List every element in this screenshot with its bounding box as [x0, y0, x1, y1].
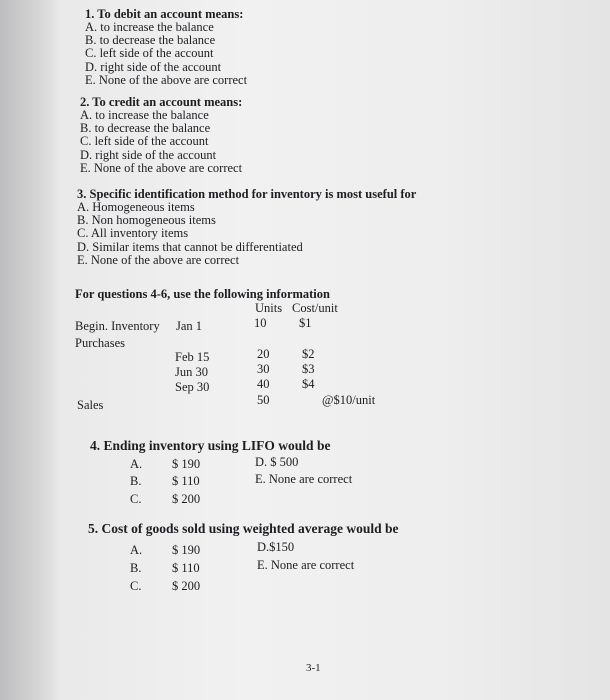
question-4-option-c-letter: C.	[130, 492, 142, 506]
sales-units: 50	[257, 393, 270, 407]
question-3-title: 3. Specific identification method for inventory is most useful for	[77, 187, 417, 201]
purchase-units: 30	[257, 362, 270, 376]
question-5-option-c-letter: C.	[130, 579, 142, 593]
purchase-cost: $3	[302, 362, 315, 376]
question-1-option-a: A. to increase the balance	[85, 20, 214, 34]
question-2-option-e: E. None of the above are correct	[80, 160, 243, 175]
question-2-option-b: B. to decrease the balance	[80, 121, 211, 136]
page-shadow	[0, 0, 60, 700]
sales-price: @$10/unit	[322, 393, 376, 407]
purchase-date: Sep 30	[175, 380, 210, 394]
question-2-title: 2. To credit an account means:	[80, 95, 243, 109]
purchase-date: Jun 30	[175, 365, 208, 379]
question-1-title: 1. To debit an account means:	[85, 7, 244, 21]
question-3-option-d: D. Similar items that cannot be differentiated	[77, 239, 303, 254]
begin-inventory-cost: $1	[299, 316, 312, 330]
purchase-cost: $2	[302, 347, 315, 361]
info-heading: For questions 4-6, use the following information	[75, 287, 330, 301]
purchase-units: 20	[257, 347, 270, 361]
question-5-option-d: D.$150	[257, 540, 295, 554]
purchase-date: Feb 15	[175, 350, 210, 364]
question-4-option-a-letter: A.	[130, 457, 143, 471]
question-2	[80, 95, 242, 175]
question-4-title: 4. Ending inventory using LIFO would be	[90, 438, 331, 453]
question-5-option-e: E. None are correct	[257, 558, 355, 572]
purchase-units: 40	[257, 377, 270, 391]
question-2-option-a: A. to increase the balance	[80, 108, 209, 122]
purchase-cost: $4	[302, 377, 315, 391]
question-5-option-a-letter: A.	[130, 543, 143, 557]
page-number: 3-1	[306, 662, 321, 674]
begin-inventory-date: Jan 1	[176, 319, 203, 333]
question-5-option-c-value: $ 200	[172, 579, 201, 593]
question-2-option-d: D. right side of the account	[80, 147, 217, 162]
question-5-option-a-value: $ 190	[172, 543, 201, 557]
question-5-option-b-letter: B.	[130, 561, 142, 575]
begin-inventory-units: 10	[254, 316, 267, 330]
question-3	[77, 187, 416, 267]
question-5-option-b-value: $ 110	[172, 561, 200, 575]
question-4-option-c-value: $ 200	[172, 492, 201, 506]
question-2-option-c: C. left side of the account	[80, 134, 209, 149]
begin-inventory-label: Begin. Inventory	[75, 319, 160, 333]
question-4-option-a-value: $ 190	[172, 457, 201, 471]
question-4-option-b-value: $ 110	[172, 474, 200, 488]
sales-label: Sales	[77, 398, 104, 412]
question-1-option-e: E. None of the above are correct	[85, 72, 248, 87]
question-1-option-d: D. right side of the account	[85, 59, 222, 74]
question-1-option-c: C. left side of the account	[85, 46, 214, 61]
purchases-label: Purchases	[75, 336, 125, 350]
question-3-option-b: B. Non homogeneous items	[77, 213, 216, 228]
column-header-cost: Cost/unit	[292, 301, 338, 315]
column-header-units: Units	[255, 301, 283, 315]
question-4-option-b-letter: B.	[130, 474, 142, 488]
question-4-option-e: E. None are correct	[255, 472, 353, 486]
question-1	[85, 7, 247, 87]
question-3-option-c: C. All inventory items	[77, 226, 189, 241]
question-5-title: 5. Cost of goods sold using weighted average would be	[88, 521, 399, 536]
question-3-option-a: A. Homogeneous items	[77, 200, 195, 214]
question-3-option-e: E. None of the above are correct	[77, 252, 240, 267]
question-4-option-d: D. $ 500	[255, 455, 299, 469]
question-1-option-b: B. to decrease the balance	[85, 33, 216, 48]
